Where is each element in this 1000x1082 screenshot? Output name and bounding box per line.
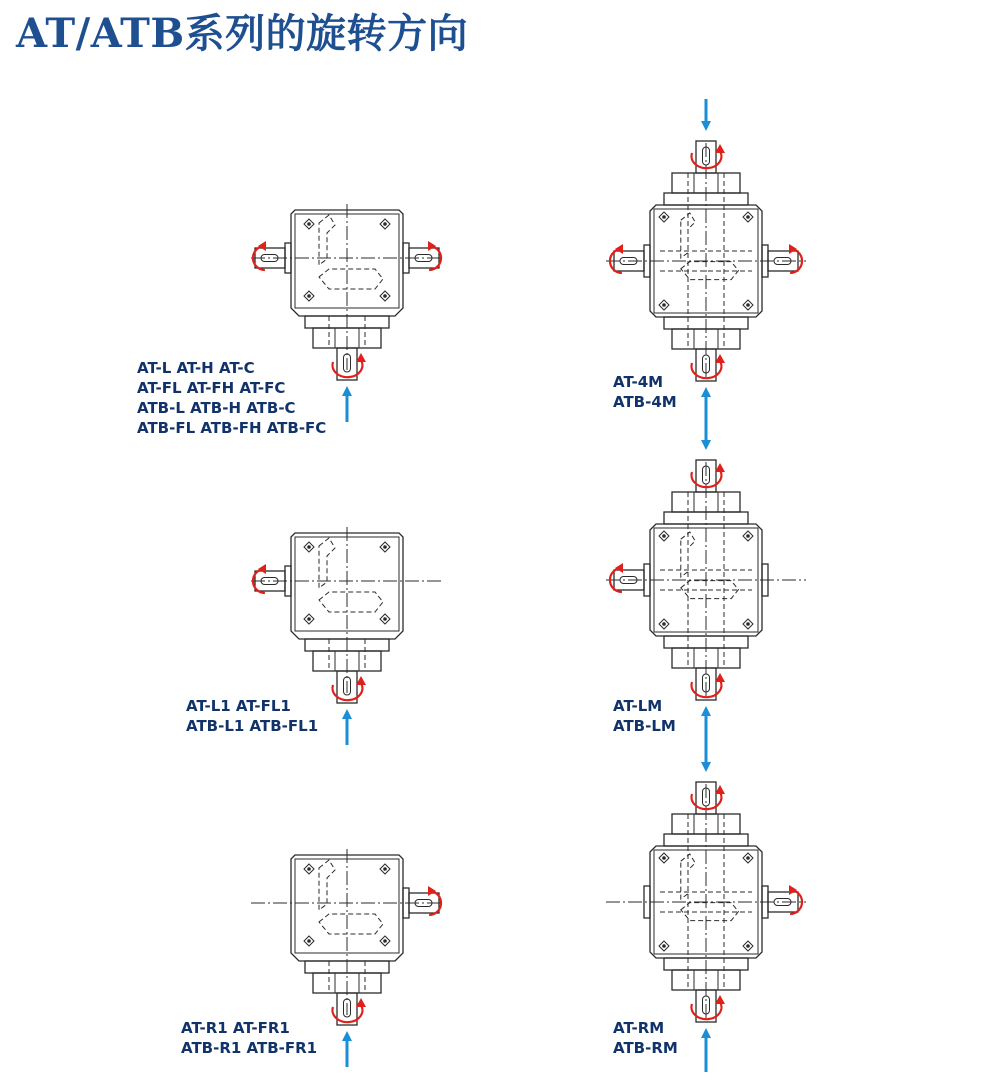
bolt-hole-icon — [304, 614, 314, 624]
model-label-line: AT-LM — [613, 697, 663, 715]
rotation-arrowhead — [258, 564, 266, 574]
bolt-center — [383, 939, 387, 943]
bolt-hole-icon — [304, 542, 314, 552]
bolt-center — [746, 534, 750, 538]
model-label-group-d2 — [613, 372, 677, 412]
bolt-hole-icon — [380, 542, 390, 552]
rotation-arrowhead — [789, 885, 797, 895]
model-label-line: ATB-LM — [613, 717, 676, 735]
rotation-arrowhead — [615, 563, 623, 573]
model-label-line: AT-L AT-H AT-C — [137, 359, 255, 377]
bolt-hole-icon — [304, 864, 314, 874]
bolt-hole-icon — [304, 219, 314, 229]
bolt-hole-icon — [659, 300, 669, 310]
bolt-center — [307, 867, 311, 871]
model-label-line: ATB-R1 ATB-FR1 — [181, 1039, 318, 1057]
bolt-center — [383, 545, 387, 549]
model-label-line: ATB-4M — [613, 393, 677, 411]
rotation-arrowhead — [789, 244, 797, 254]
input-flow-arrow-icon — [342, 709, 352, 745]
bolt-center — [746, 856, 750, 860]
bolt-hole-icon — [659, 212, 669, 222]
flow-arrowhead — [701, 121, 711, 131]
flow-arrowhead — [701, 1028, 711, 1038]
top-flow-arrow-icon — [701, 418, 711, 450]
bolt-center — [662, 856, 666, 860]
bolt-center — [383, 294, 387, 298]
bolt-hole-icon — [659, 619, 669, 629]
model-label-line: AT-L1 AT-FL1 — [186, 697, 291, 715]
bolt-hole-icon — [743, 619, 753, 629]
model-label-line: AT-4M — [613, 373, 664, 391]
bolt-hole-icon — [743, 853, 753, 863]
bolt-center — [662, 944, 666, 948]
flow-arrowhead — [701, 706, 711, 716]
model-label-line: AT-RM — [613, 1019, 665, 1037]
bolt-center — [307, 545, 311, 549]
model-label-group-d5 — [181, 1018, 317, 1058]
flow-arrowhead — [342, 1031, 352, 1041]
bolt-hole-icon — [380, 219, 390, 229]
top-flow-arrow-icon — [701, 740, 711, 772]
bolt-hole-icon — [659, 531, 669, 541]
input-flow-arrow-icon — [342, 386, 352, 422]
bolt-center — [746, 303, 750, 307]
bolt-center — [746, 215, 750, 219]
rotation-arrow-icon — [789, 244, 802, 273]
bolt-center — [662, 303, 666, 307]
model-label-group-d1 — [137, 358, 326, 438]
bolt-center — [662, 622, 666, 626]
model-label-group-d4 — [613, 696, 676, 736]
bolt-center — [383, 222, 387, 226]
top-flow-arrow-icon — [701, 99, 711, 131]
flow-arrowhead — [701, 762, 711, 772]
rotation-arrowhead — [428, 241, 436, 251]
bolt-hole-icon — [743, 300, 753, 310]
model-label-line: AT-R1 AT-FR1 — [181, 1019, 290, 1037]
model-label-line: ATB-L ATB-H ATB-C — [137, 399, 296, 417]
page-title: AT/ATB系列的旋转方向 — [16, 10, 469, 57]
bolt-center — [307, 939, 311, 943]
bolt-center — [383, 617, 387, 621]
bolt-hole-icon — [304, 291, 314, 301]
bolt-center — [383, 867, 387, 871]
bolt-hole-icon — [743, 212, 753, 222]
bolt-hole-icon — [380, 936, 390, 946]
rotation-arrowhead — [258, 241, 266, 251]
bolt-hole-icon — [380, 614, 390, 624]
flow-arrowhead — [701, 387, 711, 397]
bolt-center — [746, 944, 750, 948]
model-label-line: AT-FL AT-FH AT-FC — [137, 379, 286, 397]
model-label-line: ATB-FL ATB-FH ATB-FC — [137, 419, 327, 437]
bolt-center — [662, 534, 666, 538]
input-flow-arrow-icon — [342, 1031, 352, 1067]
bolt-hole-icon — [743, 941, 753, 951]
model-label-line: ATB-L1 ATB-FL1 — [186, 717, 319, 735]
bolt-hole-icon — [380, 291, 390, 301]
gear-contour — [319, 269, 383, 289]
flow-arrowhead — [342, 386, 352, 396]
rotation-arrowhead — [428, 886, 436, 896]
bolt-hole-icon — [380, 864, 390, 874]
bottom-flow-arrow-icon — [701, 1028, 711, 1072]
bolt-center — [307, 222, 311, 226]
rotation-arrow-icon — [789, 885, 802, 914]
bolt-hole-icon — [304, 936, 314, 946]
model-label-group-d6 — [613, 1018, 678, 1058]
gear-contour — [319, 592, 383, 612]
bolt-center — [307, 294, 311, 298]
bolt-hole-icon — [659, 853, 669, 863]
model-label-group-d3 — [186, 696, 318, 736]
bolt-hole-icon — [743, 531, 753, 541]
bolt-center — [662, 215, 666, 219]
model-label-line: ATB-RM — [613, 1039, 678, 1057]
rotation-arrowhead — [615, 244, 623, 254]
bolt-center — [307, 617, 311, 621]
gear-contour — [319, 914, 383, 934]
bolt-center — [746, 622, 750, 626]
bolt-hole-icon — [659, 941, 669, 951]
flow-arrowhead — [342, 709, 352, 719]
flow-arrowhead — [701, 440, 711, 450]
